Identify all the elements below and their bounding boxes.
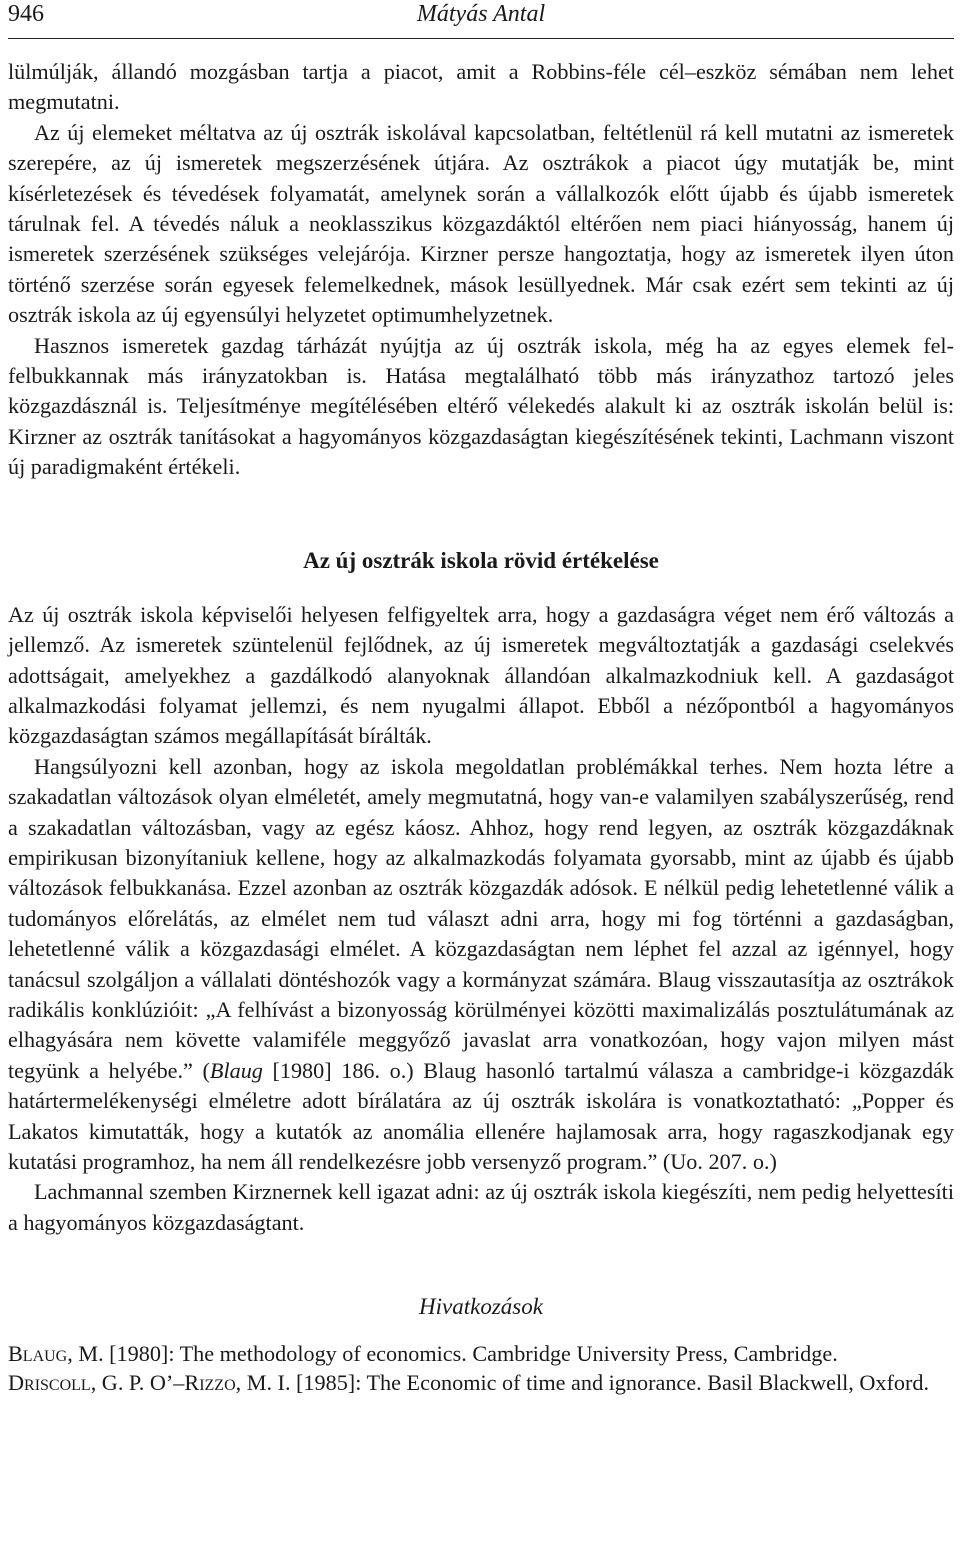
reference-text: , G. P. O’– [90, 1369, 185, 1395]
section-body-2 [8, 600, 954, 1239]
reference-item [8, 1340, 954, 1369]
paragraph-text: Hangsúlyozni kell azonban, hogy az iskola megoldatlan problémákkal terhes. Nem hozta létre a szakadatlan változások olyan elméletét, amely megmutatná, hogy van-e valamilyen szabályszerűség, rend a szakadatlan változásban, vagy az egész káosz. Ahhoz, hogy rend legyen, az osztrák közgazdáknak empirikusan bizonyítaniuk kellene, hogy az alkalmazkodás folyamata gyorsabb, mint az újabb és újabb változások felbukkanása. Ezzel azonban az osztrák közgazdák adósok. E nélkül pedig lehetetlenné válik a tudományos előrelátás, az elmélet nem tud választ adni arra, hogy mi fog történni a gazdaságban, lehetetlenné válik a közgazdasági elmélet. A közgazdaságtan nem léphet fel azzal az igénnyel, hogy tanácsul szolgáljon a vállalati döntéshozók vagy a kormányzat számára. Blaug visszautasítja az osztrákok radikális konklúzióit: „A felhívást a bizonyosság körülményei közötti maximalizálás posztulátumának az elhagyására nem követte valamiféle meggyőző javaslat arra vonatkozóan, hogy vajon milyen mást tegyünk a helyébe.” ( [8, 753, 954, 1083]
paragraph: Lachmannal szemben Kirznernek kell igazat adni: az új osztrák iskola kiegészíti, nem pedig helyettesíti a hagyományos közgazdaságtant. [8, 1179, 954, 1235]
page-number: 946 [8, 1, 44, 27]
reference-author: Driscoll [8, 1369, 91, 1395]
section-body-1 [8, 57, 954, 483]
paragraph: Az új osztrák iskola képviselői helyesen felfigyeltek arra, hogy a gazdaságra véget nem érő változás a jellemző. Az ismeretek szüntelenül fejlődnek, az új ismeretek megváltoztatják a gazdasági cselekvés adottságait, amelyekhez a gazdálkodó alanyoknak állandóan alkalmazkodniuk kell. A gazdaságot alkalmazkodási folyamat jellemzi, és nem nyugalmi állapot. Ebből a nézőpontból a hagyományos közgazdaságtan számos megállapítását bírálták. [8, 601, 954, 749]
reference-text: , M. I. [1985]: The Economic of time and ignorance. Basil Blackwell, Oxford. [235, 1369, 930, 1395]
running-header [8, 0, 954, 39]
paragraph: Az új elemeket méltatva az új osztrák iskolával kapcsolatban, feltétlenül rá kell mutatni az ismeretek szerepére, az új ismeretek megszerzésének útjára. Az osztrákok a piacot úgy mutatják be, mint kísérletezések és tévedések folyamatát, amelynek során a vállalkozók előtt újabb és újabb ismeretek tárulnak fel. A tévedés náluk a neoklasszikus közgazdáktól eltérően nem piaci hiányosság, hanem új ismeretek szerzésének szükséges velejárója. Kirzner persze hangoztatja, hogy az ismeretek ilyen úton történő szerzése során egyesek felemelkednek, mások lesüllyednek. Már csak ezért sem tekinti az új osztrák iskola az új egyensúlyi helyzetet optimumhelyzetnek. [8, 119, 954, 328]
reference-item [8, 1369, 954, 1398]
paragraph: lülmúlják, állandó mozgásban tartja a piacot, amit a Robbins-féle cél–eszköz sémában nem lehet megmutatni. [8, 59, 954, 115]
section-heading: Az új osztrák iskola rövid értékelése [303, 547, 659, 573]
reference-author: Blaug [8, 1341, 68, 1367]
paragraph [8, 752, 954, 1178]
page [8, 0, 954, 1397]
reference-list [8, 1340, 954, 1397]
citation-author: Blaug [209, 1057, 263, 1083]
paragraph-text: [1980] 186. o.) Blaug hasonló tartalmú válasza a cambridge-i közgazdák határtermelékenységi elméletre adott bírálatára az új osztrák iskolára is vonatkoztatható: „Popper és Lakatos kimutatták, hogy a kutatók az anomália ellenére hajlamosak arra, hogy ragaszkodjanak egy kutatási programhoz, ha nem áll rendelkezésre jobb versenyző program.” (Uo. 207. o.) [8, 1057, 954, 1174]
reference-text: , M. [1980]: The methodology of economics. Cambridge University Press, Cambridge. [67, 1341, 838, 1367]
references-heading: Hivatkozások [419, 1294, 543, 1320]
reference-author: Rizzo [184, 1369, 236, 1395]
paragraph: Hasznos ismeretek gazdag tárházát nyújtja az új osztrák iskola, még ha az egyes elemek fel-felbukkannak más irányzatokban is. Hatása megtalálható több más irányzathoz tartozó jeles közgazdásznál is. Teljesítménye megítélésében eltérő vélekedés alakult ki az osztrák iskolán belül is: Kirzner az osztrák tanításokat a hagyományos közgazdaságtan kiegészítésének tekinti, Lachmann viszont új paradigmaként értékeli. [8, 332, 954, 480]
running-title: Mátyás Antal [416, 1, 546, 27]
